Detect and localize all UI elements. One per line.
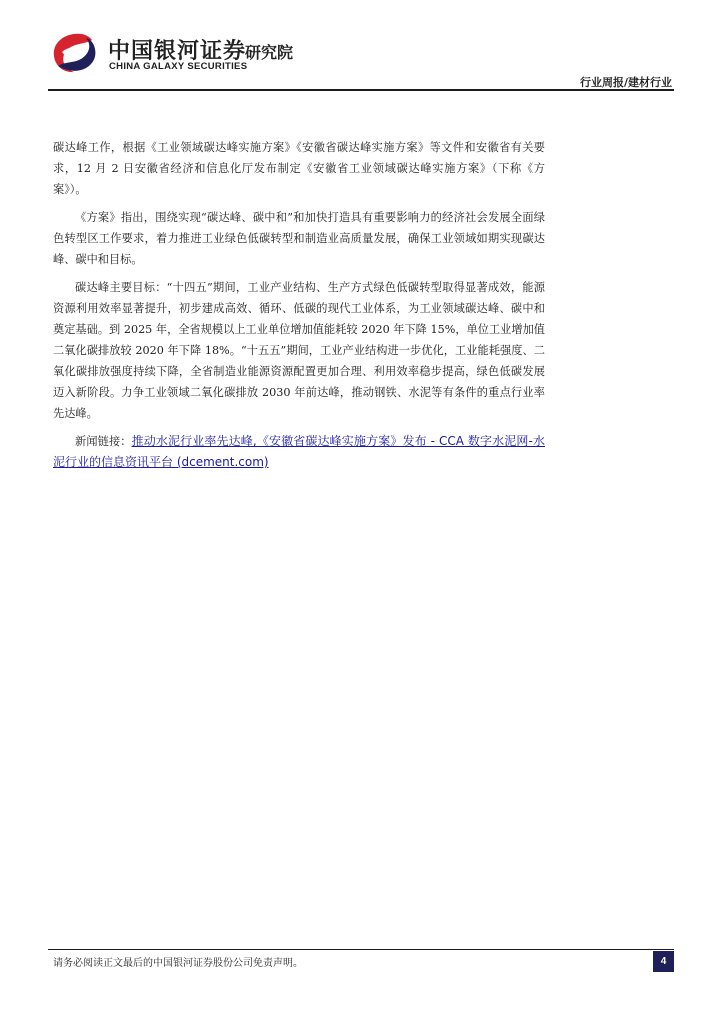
footer-divider [48, 949, 674, 950]
page-number: 4 [653, 951, 674, 972]
paragraph-2: 《方案》指出，围绕实现“碳达峰、碳中和”和加快打造具有重要影响力的经济社会发展全面绿色转型区工作要求，着力推进工业绿色低碳转型和制造业高质量发展，确保工业领域如期实现碳达峰、碳中和目标。 [53, 211, 545, 266]
brand-name-en: CHINA GALAXY SECURITIES [109, 61, 248, 72]
paragraph-3: 碳达峰主要目标：“十四五”期间，工业产业结构、生产方式绿色低碳转型取得显著成效，能源资源利用效率显著提升，初步建成高效、循环、低碳的现代工业体系，为工业领域碳达峰、碳中和奠定基础。到 2025 年，全省规模以上工业单位增加值能耗较 2020 年下降 15%，单位工业增加值二氧化碳排放较 2020 年下降 18%。“十五五”期间，工业产业结构进一步优化，工业能耗强度、二氧化碳排放强度持续下降，全省制造业能源资源配置更加合理、利用效率稳步提高，绿色低碳发展迈入新阶段。力争工业领域二氧化碳排放 2030 年前达峰，推动钢铁、水泥等有条件的重点行业率先达峰。 [53, 281, 545, 420]
news-link-paragraph [53, 431, 545, 473]
paragraph-1: 碳达峰工作，根据《工业领域碳达峰实施方案》《安徽省碳达峰实施方案》等文件和安徽省有关要求，12 月 2 日安徽省经济和信息化厅发布制定《安徽省工业领域碳达峰实施方案》（下称《方案》）。 [53, 141, 545, 196]
company-logo [48, 30, 100, 76]
footer-disclaimer: 请务必阅读正文最后的中国银河证券股份公司免责声明。 [53, 958, 303, 969]
article-body [53, 137, 545, 480]
brand-name-cn: 中国银河证券 [108, 39, 247, 64]
news-link[interactable]: 推动水泥行业率先达峰,《安徽省碳达峰实施方案》发布 - CCA 数字水泥网-水泥行业的信息资讯平台 (dcement.com) [53, 434, 545, 469]
galaxy-logo-icon [48, 30, 100, 76]
news-link-prefix: 新闻链接： [75, 435, 132, 448]
brand-institute: 研究院 [245, 43, 294, 62]
report-type-label: 行业周报/建材行业 [579, 76, 672, 89]
header-divider [48, 89, 674, 91]
